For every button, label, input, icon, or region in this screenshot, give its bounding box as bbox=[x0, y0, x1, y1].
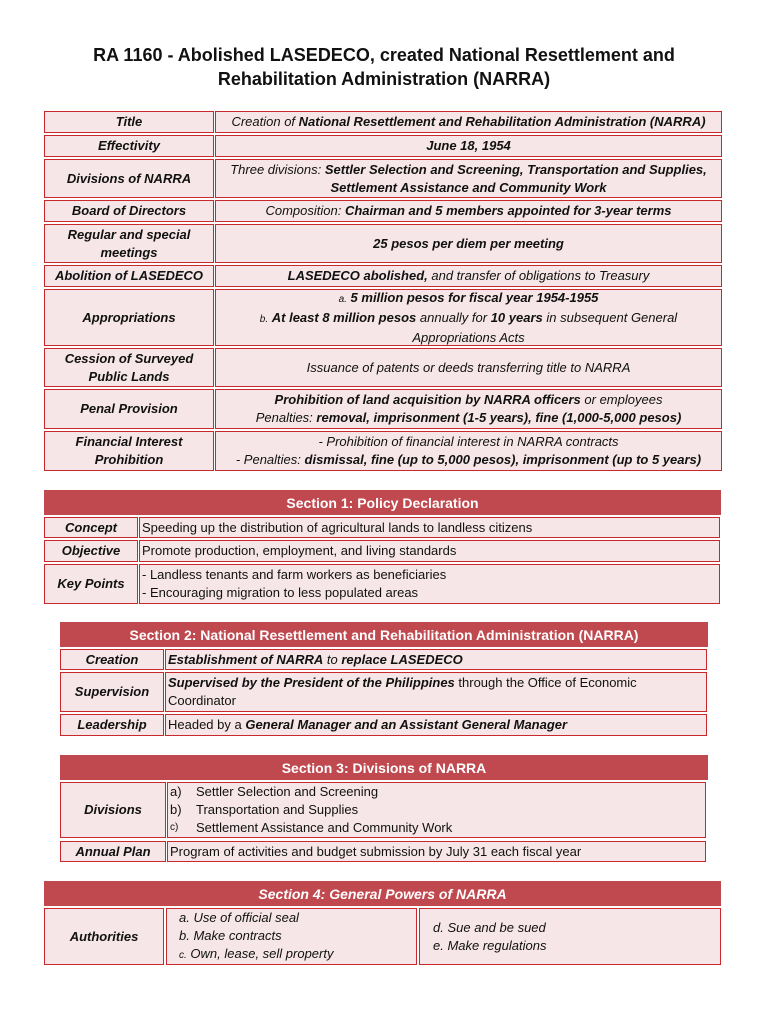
concept-value: Speeding up the distribution of agricultural lands to landless citizens bbox=[139, 517, 720, 538]
supervision-label: Supervision bbox=[60, 672, 164, 712]
objective-label: Objective bbox=[44, 540, 138, 562]
authorities-label: Authorities bbox=[44, 908, 164, 965]
keypoints-label: Key Points bbox=[44, 564, 138, 604]
penal-value: Prohibition of land acquisition by NARRA officers or employees Penalties: removal, imprisonment (1-5 years), fine (1,000-5,000 pesos) bbox=[215, 389, 722, 429]
leadership-value: Headed by a General Manager and an Assistant General Manager bbox=[165, 714, 707, 736]
financial-value: - Prohibition of financial interest in NARRA contracts - Penalties: dismissal, fine (up to 5,000 pesos), imprisonment (up to 5 years) bbox=[215, 431, 722, 471]
effectivity-value: June 18, 1954 bbox=[215, 135, 722, 157]
meetings-value: 25 pesos per diem per meeting bbox=[215, 224, 722, 263]
meetings-label: Regular and special meetings bbox=[44, 224, 214, 263]
section4-header: Section 4: General Powers of NARRA bbox=[44, 881, 721, 906]
keypoints-value: - Landless tenants and farm workers as beneficiaries - Encouraging migration to less populated areas bbox=[139, 564, 720, 604]
supervision-value: Supervised by the President of the Philippines through the Office of Economic Coordinator bbox=[165, 672, 707, 712]
cession-value: Issuance of patents or deeds transferring title to NARRA bbox=[215, 348, 722, 387]
board-value: Composition: Chairman and 5 members appointed for 3-year terms bbox=[215, 200, 722, 222]
divisions-value: Three divisions: Settler Selection and Screening, Transportation and Supplies, Settlement Assistance and Community Work bbox=[215, 159, 722, 198]
creation-label: Creation bbox=[60, 649, 164, 670]
title-value: Creation of National Resettlement and Rehabilitation Administration (NARRA) bbox=[215, 111, 722, 133]
section1-header: Section 1: Policy Declaration bbox=[44, 490, 721, 515]
authorities-list-1: a. Use of official seal b. Make contracts c. Own, lease, sell property bbox=[166, 908, 417, 965]
board-label: Board of Directors bbox=[44, 200, 214, 222]
financial-label: Financial Interest Prohibition bbox=[44, 431, 214, 471]
annual-plan-label: Annual Plan bbox=[60, 841, 166, 862]
leadership-label: Leadership bbox=[60, 714, 164, 736]
abolition-label: Abolition of LASEDECO bbox=[44, 265, 214, 287]
section2-header: Section 2: National Resettlement and Rehabilitation Administration (NARRA) bbox=[60, 622, 708, 647]
effectivity-label: Effectivity bbox=[44, 135, 214, 157]
title-label: Title bbox=[44, 111, 214, 133]
creation-value: Establishment of NARRA to replace LASEDECO bbox=[165, 649, 707, 670]
appropriations-value: a. 5 million pesos for fiscal year 1954-1955 b. At least 8 million pesos annually for 10 years in subsequent General Appropriations Acts bbox=[215, 289, 722, 346]
divisions-list-label: Divisions bbox=[60, 782, 166, 838]
divisions-label: Divisions of NARRA bbox=[44, 159, 214, 198]
section3-header: Section 3: Divisions of NARRA bbox=[60, 755, 708, 780]
annual-plan-value: Program of activities and budget submission by July 31 each fiscal year bbox=[167, 841, 706, 862]
penal-label: Penal Provision bbox=[44, 389, 214, 429]
cession-label: Cession of Surveyed Public Lands bbox=[44, 348, 214, 387]
objective-value: Promote production, employment, and living standards bbox=[139, 540, 720, 562]
appropriations-label: Appropriations bbox=[44, 289, 214, 346]
document-title-line2: Rehabilitation Administration (NARRA) bbox=[217, 69, 551, 89]
concept-label: Concept bbox=[44, 517, 138, 538]
authorities-list-2: d. Sue and be sued e. Make regulations bbox=[419, 908, 721, 965]
divisions-list: a) Settler Selection and Screening b) Transportation and Supplies c) Settlement Assistance and Community Work bbox=[167, 782, 706, 838]
document-title-line1: RA 1160 - Abolished LASEDECO, created National Resettlement and bbox=[93, 45, 675, 65]
abolition-value: LASEDECO abolished, and transfer of obligations to Treasury bbox=[215, 265, 722, 287]
